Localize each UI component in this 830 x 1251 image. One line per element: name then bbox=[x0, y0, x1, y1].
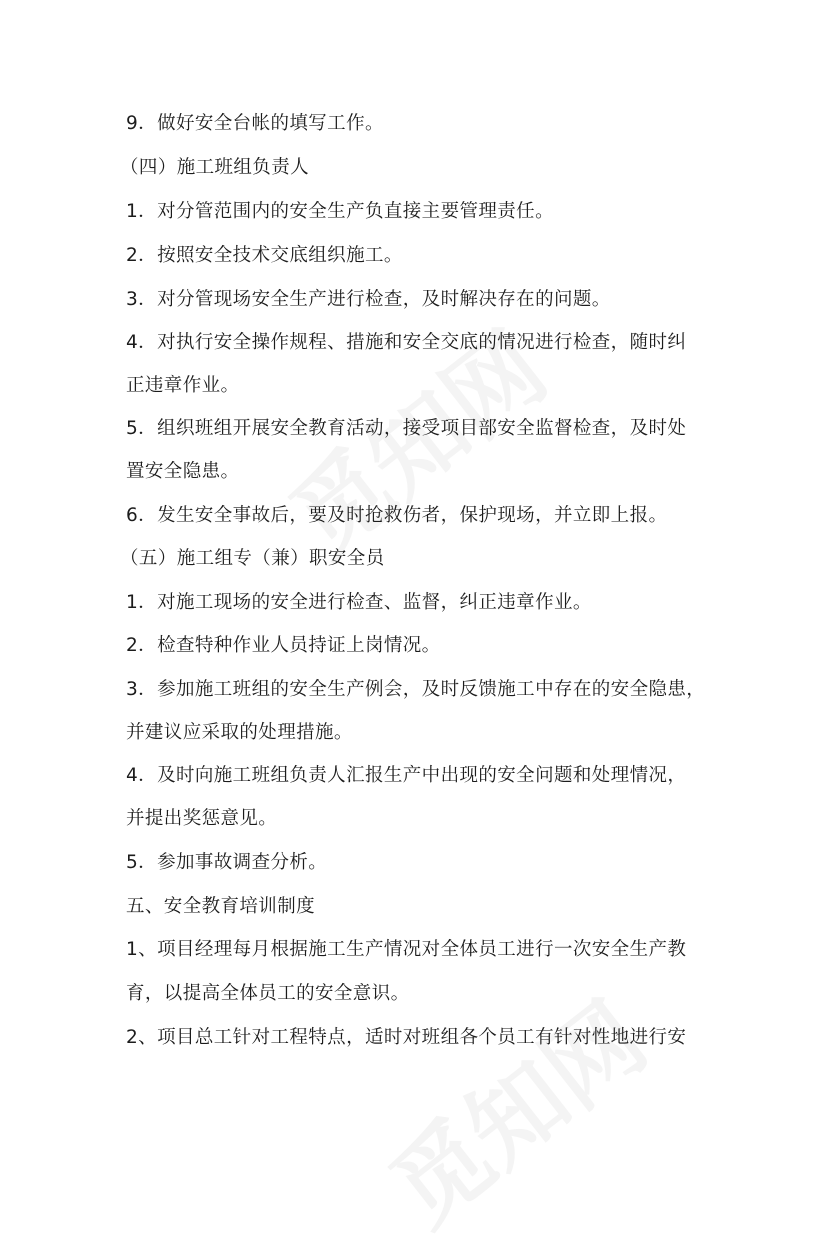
text-line: 9．做好安全台帐的填写工作。 bbox=[126, 113, 384, 134]
text-line: 1、项目经理每月根据施工生产情况对全体员工进行一次安全生产教 bbox=[126, 939, 687, 960]
text-line: 1．对分管范围内的安全生产负直接主要管理责任。 bbox=[126, 201, 554, 222]
text-line: 置安全隐患。 bbox=[126, 461, 240, 482]
text-line: 2．按照安全技术交底组织施工。 bbox=[126, 245, 403, 266]
text-line: 4．对执行安全操作规程、措施和安全交底的情况进行检查，随时纠 bbox=[126, 332, 687, 353]
text-line: 6．发生安全事故后，要及时抢救伤者，保护现场，并立即上报。 bbox=[126, 505, 668, 526]
text-line: 5．组织班组开展安全教育活动，接受项目部安全监督检查，及时处 bbox=[126, 418, 687, 439]
text-line: 并建议应采取的处理措施。 bbox=[126, 722, 353, 743]
text-line: 并提出奖惩意见。 bbox=[126, 808, 278, 829]
section-heading: 五、安全教育培训制度 bbox=[126, 896, 316, 917]
section-heading: （五）施工组专（兼）职安全员 bbox=[120, 548, 385, 569]
text-line: 育，以提高全体员工的安全意识。 bbox=[126, 983, 410, 1004]
text-line: 5．参加事故调查分析。 bbox=[126, 852, 328, 873]
text-line: 1．对施工现场的安全进行检查、监督，纠正违章作业。 bbox=[126, 592, 592, 613]
text-line: 2．检查特种作业人员持证上岗情况。 bbox=[126, 635, 441, 656]
text-line: 3．参加施工班组的安全生产例会，及时反馈施工中存在的安全隐患， bbox=[126, 679, 706, 700]
text-line: 2、项目总工针对工程特点，适时对班组各个员工有针对性地进行安 bbox=[126, 1027, 687, 1048]
watermark-bottom bbox=[358, 966, 669, 1251]
text-line: 3．对分管现场安全生产进行检查，及时解决存在的问题。 bbox=[126, 289, 611, 310]
section-heading: （四）施工班组负责人 bbox=[120, 157, 310, 178]
text-line: 4．及时向施工班组负责人汇报生产中出现的安全问题和处理情况， bbox=[126, 765, 687, 786]
text-line: 正违章作业。 bbox=[126, 375, 240, 396]
